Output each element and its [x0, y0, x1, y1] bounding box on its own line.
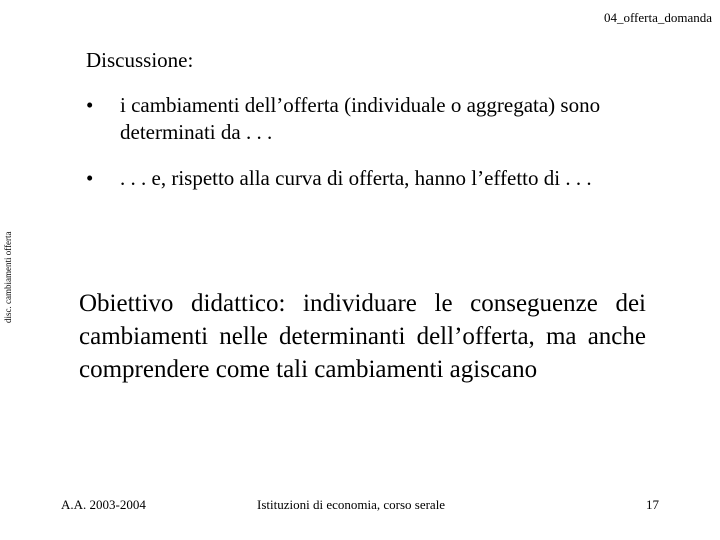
- bullet-item: [86, 165, 666, 192]
- objective-text: Obiettivo didattico: individuare le conseguenze dei cambiamenti nelle determinanti dell’offerta, ma anche comprendere come tali cambiamenti agiscano: [79, 290, 646, 383]
- bullet-text: i cambiamenti dell’offerta (individuale o aggregata) sono determinati da . . .: [120, 93, 601, 144]
- footer-course: Istituzioni di economia, corso serale: [257, 497, 446, 512]
- file-label: 04_offerta_domanda: [603, 10, 712, 25]
- bullet-item: [86, 92, 666, 146]
- footer-year: A.A. 2003-2004: [61, 497, 146, 512]
- bullet-icon: •: [86, 166, 94, 190]
- bullet-text: . . . e, rispetto alla curva di offerta, hanno l’effetto di . . .: [120, 166, 592, 190]
- section-heading: Discussione:: [86, 48, 194, 72]
- page-number: 17: [646, 497, 659, 512]
- side-label: disc. cambiamenti offerta: [3, 231, 13, 323]
- bullet-icon: •: [86, 93, 94, 117]
